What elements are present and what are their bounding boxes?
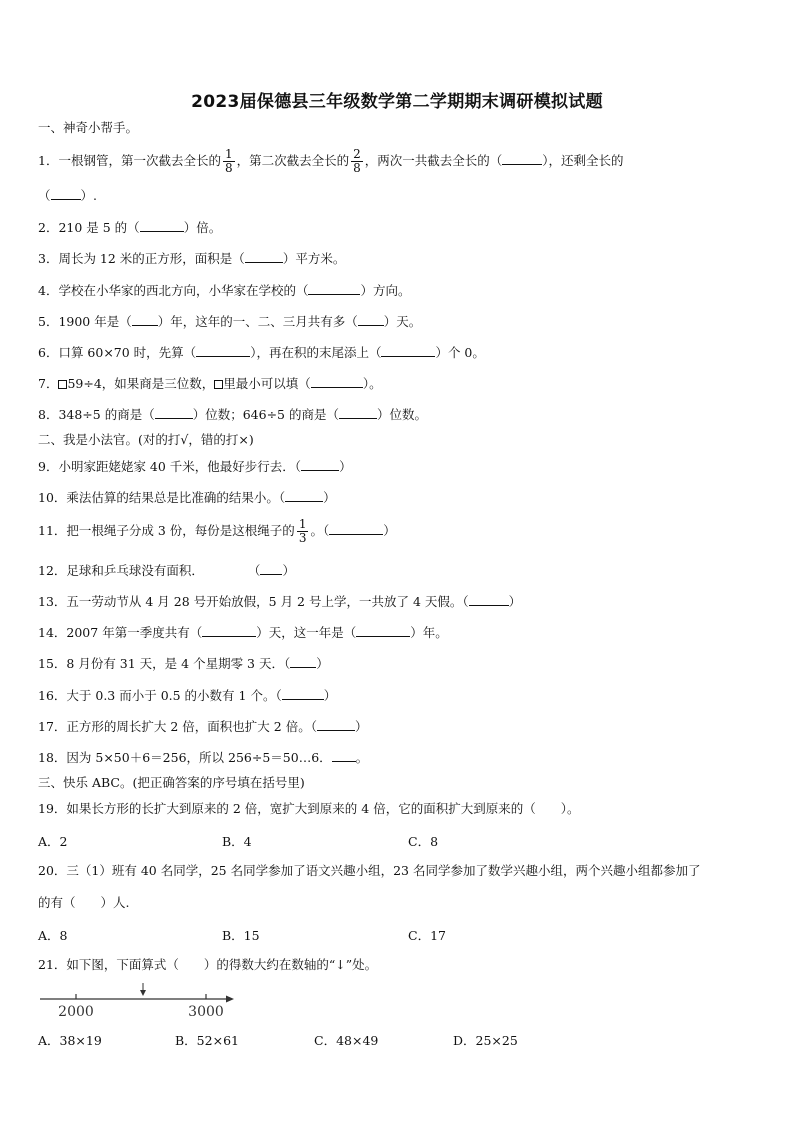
question-1 [38, 148, 624, 175]
q2-text-b: ）倍。 [183, 220, 222, 235]
answer-blank[interactable] [140, 219, 184, 232]
question-7 [38, 375, 382, 392]
answer-blank[interactable] [290, 655, 316, 668]
q12-text-b: （ [247, 563, 261, 578]
q18-text-b: 。 [355, 750, 369, 765]
q5-text-c: ）天。 [383, 314, 422, 329]
answer-blank[interactable] [51, 187, 81, 200]
question-8 [38, 406, 427, 423]
q16-text-a: 16．大于 0.3 而小于 0.5 的小数有 1 个。（ [38, 688, 282, 703]
q10-text-b: ） [323, 490, 336, 505]
q1-text-b: ，第二次截去全长的 [236, 153, 350, 168]
down-arrow-icon [140, 990, 146, 996]
answer-blank[interactable] [317, 718, 355, 731]
question-9 [38, 458, 352, 475]
q19-option-a[interactable]: A．2 [38, 834, 68, 849]
q9-text-b: ） [339, 459, 352, 474]
q12-text-c: ） [282, 563, 295, 578]
q4-text-a: 4．学校在小华家的西北方向，小华家在学校的（ [38, 283, 309, 298]
answer-blank[interactable] [285, 489, 323, 502]
q5-text-b: ）年，这年的一、二、三月共有多（ [157, 314, 358, 329]
question-3 [38, 250, 345, 267]
q21-option-c[interactable]: C．48×49 [314, 1033, 379, 1048]
q1-text-f: ）. [80, 188, 97, 203]
q11-text-b: 。（ [310, 523, 330, 538]
question-4 [38, 282, 410, 299]
q13-text-a: 13．五一劳动节从 4 月 28 号开始放假，5 月 2 号上学，一共放了 4 天假。（ [38, 594, 469, 609]
square-box-icon [214, 380, 223, 389]
q6-text-c: ）个 0。 [435, 345, 485, 360]
question-16 [38, 687, 336, 704]
q8-text-c: ）位数。 [376, 407, 427, 422]
q6-text-a: 6．口算 60×70 时，先算（ [38, 345, 197, 360]
question-15 [38, 655, 329, 672]
answer-blank[interactable] [245, 250, 283, 263]
question-14 [38, 624, 448, 641]
question-20-line-2: 的有（ ）人. [38, 895, 130, 910]
question-17 [38, 718, 367, 735]
question-5 [38, 313, 421, 330]
q3-text-b: ）平方米。 [282, 251, 346, 266]
q10-text-a: 10．乘法估算的结果总是比准确的结果小。（ [38, 490, 286, 505]
question-18 [38, 749, 368, 766]
answer-blank[interactable] [356, 624, 410, 637]
q9-text-a: 9．小明家距姥姥家 40 千米，他最好步行去．（ [38, 459, 302, 474]
q8-text-a: 8．348÷5 的商是（ [38, 407, 155, 422]
fraction-1-3 [297, 518, 309, 545]
answer-blank[interactable] [202, 624, 256, 637]
answer-blank[interactable] [301, 458, 339, 471]
question-1-continued [38, 187, 97, 204]
answer-blank[interactable] [282, 687, 324, 700]
q20-option-c[interactable]: C．17 [408, 928, 446, 943]
q6-text-b: ），再在积的末尾添上（ [250, 345, 382, 360]
axis-arrow-icon [226, 996, 234, 1003]
q16-text-b: ） [323, 688, 337, 703]
q12-text-a: 12．足球和乒乓球没有面积． [38, 563, 204, 578]
q15-text-b: ） [316, 656, 329, 671]
answer-blank[interactable] [381, 344, 435, 357]
q11-text-a: 11．把一根绳子分成 3 份，每份是这根绳子的 [38, 523, 295, 538]
number-line-figure [38, 980, 238, 1022]
page-title: 2023届保德县三年级数学第二学期期末调研模拟试题 [191, 92, 603, 112]
q20-option-a[interactable]: A．8 [38, 928, 68, 943]
question-21: 21．如下图，下面算式（ ）的得数大约在数轴的“↓”处。 [38, 957, 378, 972]
q14-text-c: ）年。 [410, 625, 448, 640]
answer-blank[interactable] [329, 522, 383, 535]
answer-blank[interactable] [311, 375, 363, 388]
q2-text-a: 2．210 是 5 的（ [38, 220, 140, 235]
q1-text-a: 1．一根钢管，第一次截去全长的 [38, 153, 221, 168]
q1-text-c: ，两次一共截去全长的（ [364, 153, 503, 168]
answer-blank[interactable] [502, 152, 542, 165]
fraction-denominator: 8 [224, 161, 233, 175]
q20-option-b[interactable]: B．15 [222, 928, 260, 943]
q1-text-e: （ [38, 188, 51, 203]
question-20-line-1: 20．三（1）班有 40 名同学，25 名同学参加了语文兴趣小组，23 名同学参加了数学兴趣小组，两个兴趣小组都参加了 [38, 863, 701, 878]
axis-label-2000: 2000 [58, 1004, 94, 1020]
q14-text-b: ）天，这一年是（ [256, 625, 357, 640]
fraction-denominator: 3 [298, 531, 307, 545]
q21-option-b[interactable]: B．52×61 [175, 1033, 239, 1048]
q21-option-a[interactable]: A．38×19 [38, 1033, 102, 1048]
answer-blank[interactable] [132, 313, 158, 326]
fraction-denominator: 8 [353, 161, 361, 175]
question-19: 19．如果长方形的长扩大到原来的 2 倍，宽扩大到原来的 4 倍，它的面积扩大到原来的（ ）。 [38, 801, 580, 816]
q7-text-c: 里最小可以填（ [223, 376, 311, 391]
q1-text-d: ），还剩全长的 [542, 153, 624, 168]
q13-text-b: ） [508, 594, 522, 609]
q19-option-b[interactable]: B．4 [222, 834, 252, 849]
answer-blank[interactable] [332, 749, 356, 762]
section-heading-3: 三、快乐 ABC。(把正确答案的序号填在括号里) [38, 775, 305, 790]
question-6 [38, 344, 485, 361]
answer-blank[interactable] [308, 282, 360, 295]
question-10 [38, 489, 336, 506]
q15-text-a: 15．8 月份有 31 天，是 4 个星期零 3 天．（ [38, 656, 291, 671]
answer-blank[interactable] [339, 406, 377, 419]
fraction-1-8 [223, 148, 235, 175]
q7-text-d: ）。 [362, 376, 382, 391]
q17-text-b: ） [354, 719, 368, 734]
q3-text-a: 3．周长为 12 米的正方形，面积是（ [38, 251, 245, 266]
axis-label-3000: 3000 [188, 1004, 224, 1020]
question-13 [38, 593, 521, 610]
fraction-numerator: 1 [224, 147, 233, 161]
q19-option-c[interactable]: C．8 [408, 834, 439, 849]
q11-text-c: ） [383, 523, 396, 538]
q7-text-b: 59÷4，如果商是三位数， [67, 376, 215, 391]
q8-text-b: ）位数；646÷5 的商是（ [192, 407, 339, 422]
answer-blank[interactable] [469, 593, 509, 606]
fraction-numerator: 1 [298, 517, 307, 531]
q17-text-a: 17．正方形的周长扩大 2 倍，面积也扩大 2 倍。（ [38, 719, 317, 734]
fraction-2-8 [351, 148, 363, 175]
answer-blank[interactable] [196, 344, 250, 357]
question-11 [38, 518, 396, 545]
q4-text-b: ）方向。 [360, 283, 411, 298]
q18-text-a: 18．因为 5×50＋6＝256，所以 256÷5＝50…6． [38, 750, 332, 765]
answer-blank[interactable] [358, 313, 384, 326]
question-12 [38, 562, 295, 579]
q5-text-a: 5．1900 年是（ [38, 314, 132, 329]
q14-text-a: 14．2007 年第一季度共有（ [38, 625, 203, 640]
section-heading-2: 二、我是小法官。(对的打√，错的打×) [38, 432, 254, 447]
q7-text-a: 7． [38, 376, 59, 391]
section-heading-1: 一、神奇小帮手。 [38, 120, 139, 135]
question-2 [38, 219, 221, 236]
q21-option-d[interactable]: D．25×25 [453, 1033, 518, 1048]
fraction-numerator: 2 [353, 147, 361, 161]
answer-blank[interactable] [260, 562, 282, 575]
answer-blank[interactable] [155, 406, 193, 419]
